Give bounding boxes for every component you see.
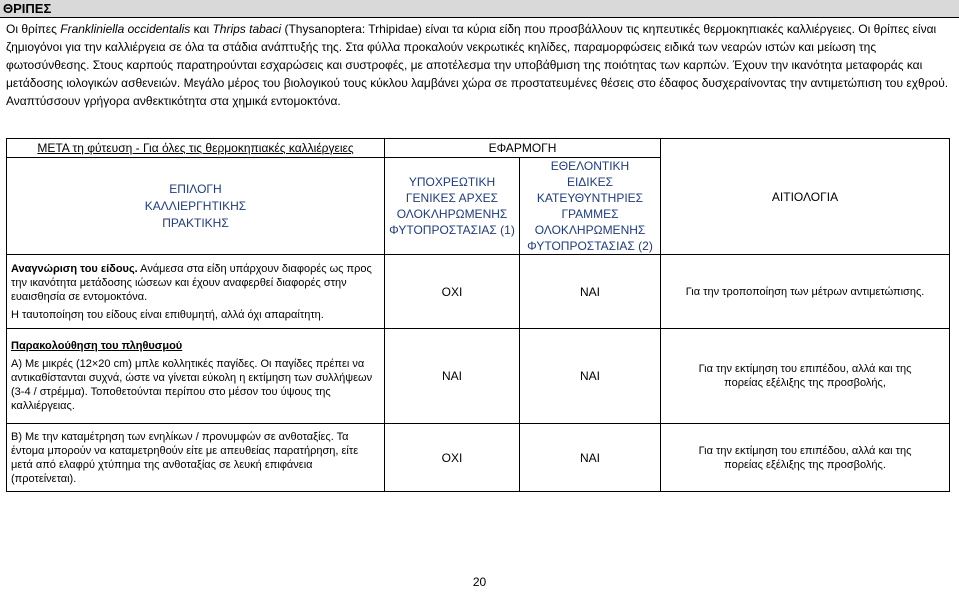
row-1-practice — [7, 255, 385, 329]
header-voluntary-sub: ΕΙΔΙΚΕΣ ΚΑΤΕΥΘΥΝΤΗΡΙΕΣ ΓΡΑΜΜΕΣ ΟΛΟΚΛΗΡΩΜΕΝΗΣ ΦΥΤΟΠΡΟΣΤΑΣΙΑΣ (2) — [527, 175, 653, 253]
row-2-text: Α) Με μικρές (12×20 cm) μπλε κολλητικές παγίδες. Οι παγίδες πρέπει να αντικαθίστανται συχνά, ώστε να γίνεται εύκολη η εκτίμηση των συλλήψεων (3-4 / στρέμμα). Τοποθετούνται περίπου στο μέσον του ύψους της καλλιέργειας. — [11, 358, 373, 412]
row-2-title: Παρακολούθηση του πληθυσμού — [11, 340, 183, 352]
section-title: ΘΡΙΠΕΣ — [3, 1, 52, 16]
header-mandatory — [385, 158, 520, 255]
intro-paragraph — [6, 20, 952, 110]
table-row — [7, 329, 950, 424]
intro-text-3: (Thysanoptera: Trhipidae) είναι τα κύρια είδη που προσβάλλουν τις κηπευτικές θερμοκηπιακές καλλιέργειες. Οι θρίπες είναι ζημιογόνοι για την καλλιέργεια σε όλα τα στάδια ανάπτυξής της. Στα φύλλα προκαλούν νεκρωτικές κηλίδες, παραμορφώσεις ειδικά των νεαρών ιστών και μείωση της φωτοσύνθεσης. Στους καρπούς παρατηρούνται εσχαρώσεις και συστροφές, με αποτέλεσμα την υποβάθμιση της ποιότητας των καρπών. Έχουν την ικανότητα μεταφοράς και μετάδοσης ιολογικών ασθενειών. Μεγάλο μέρος του βιολογικού τους κύκλου λαμβάνει χώρα σε προστατευμένες θέσεις στο έδαφος δυσχεραίνοντας την αντιμετώπιση του εχθρού. Αναπτύσσουν γρήγορα ανθεκτικότητα στα χημικά εντομοκτόνα. — [6, 22, 949, 108]
row-3-reason: Για την εκτίμηση του επιπέδου, αλλά και της πορείας εξέλιξης της προσβολής. — [661, 424, 950, 492]
row-1-reason: Για την τροποποίηση των μέτρων αντιμετώπισης. — [661, 255, 950, 329]
row-2-mandatory: ΝΑΙ — [385, 329, 520, 424]
header-application: ΕΦΑΡΜΟΓΗ — [385, 139, 661, 158]
header-mandatory-title: ΥΠΟΧΡΕΩΤΙΚΗ — [408, 175, 496, 189]
intro-text-2: και — [190, 22, 213, 36]
header-choice: ΕΠΙΛΟΓΗ ΚΑΛΛΙΕΡΓΗΤΙΚΗΣ ΠΡΑΚΤΙΚΗΣ — [7, 158, 385, 255]
section-header — [0, 0, 959, 18]
intro-text-1: Οι θρίπες — [6, 22, 61, 36]
header-voluntary — [520, 158, 661, 255]
row-2-reason: Για την εκτίμηση του επιπέδου, αλλά και της πορείας εξέλιξης της προσβολής, — [661, 329, 950, 424]
table-header-row-1 — [7, 139, 950, 158]
row-3-practice: Β) Με την καταμέτρηση των ενηλίκων / προνυμφών σε ανθοταξίες. Τα έντομα μπορούν να καταμετρηθούν είτε με απευθείας παρατήρηση, είτε μετά από ελαφρύ χτύπημα της ανθοταξίας σε λευκή επιφάνεια (προτείνεται). — [7, 424, 385, 492]
row-1-mandatory: ΟΧΙ — [385, 255, 520, 329]
species-name-2: Thrips tabaci — [212, 22, 282, 36]
row-2-voluntary: ΝΑΙ — [520, 329, 661, 424]
header-left — [7, 139, 385, 158]
table-row — [7, 255, 950, 329]
page-number: 20 — [472, 575, 487, 589]
row-3-voluntary: ΝΑΙ — [520, 424, 661, 492]
header-reason: ΑΙΤΙΟΛΟΓΙΑ — [661, 139, 950, 255]
practices-table — [6, 138, 950, 492]
row-2-practice — [7, 329, 385, 424]
row-1-text: Ανάμεσα στα είδη υπάρχουν διαφορές ως προς την ικανότητα μετάδοσης ιώσεων και έχουν αναφερθεί διαφορές στην ευαισθησία σε εντομοκτόνα. — [11, 262, 372, 303]
header-voluntary-title: ΕΘΕΛΟΝΤΙΚΗ — [550, 159, 630, 173]
species-name-1: Frankliniella occidentalis — [60, 22, 191, 36]
row-1-title: Αναγνώριση του είδους. — [11, 262, 138, 275]
header-mandatory-sub: ΓΕΝΙΚΕΣ ΑΡΧΕΣ ΟΛΟΚΛΗΡΩΜΕΝΗΣ ΦΥΤΟΠΡΟΣΤΑΣΙΑΣ (1) — [389, 191, 515, 237]
row-1-text-2: Η ταυτοποίηση του είδους είναι επιθυμητή, αλλά όχι απαραίτητη. — [11, 308, 324, 321]
table-row — [7, 424, 950, 492]
row-1-voluntary: ΝΑΙ — [520, 255, 661, 329]
row-1-paragraph — [11, 262, 380, 304]
header-left-text: ΜΕΤΑ τη φύτευση - Για όλες τις θερμοκηπιακές καλλιέργειες — [37, 141, 354, 155]
row-3-mandatory: ΟΧΙ — [385, 424, 520, 492]
